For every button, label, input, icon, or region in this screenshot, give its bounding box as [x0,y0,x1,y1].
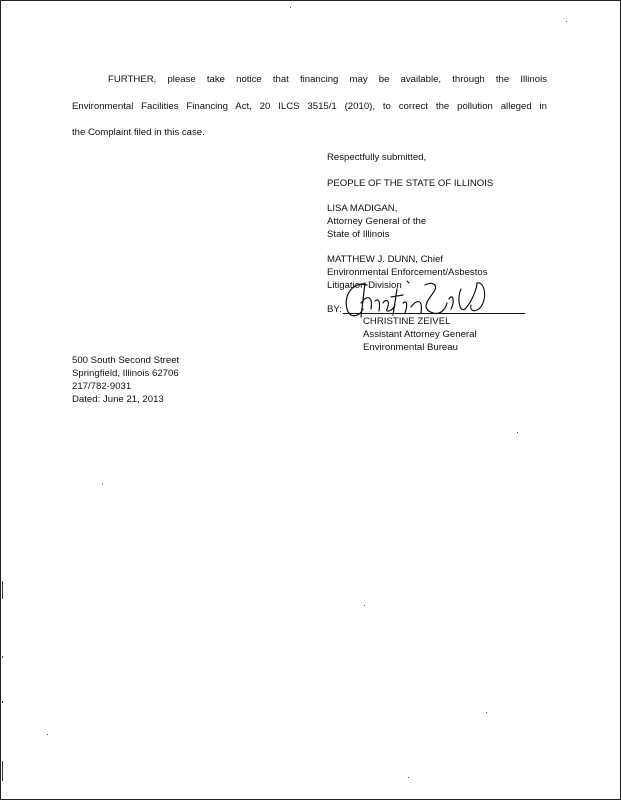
notice-line-2: Environmental Facilities Financing Act, 20 ILCS 3515/1 (2010), to correct the pollution alleged in [72,101,547,112]
scan-speck [290,7,291,8]
address-city: Springfield, Illinois 62706 [72,368,179,379]
respectfully-submitted: Respectfully submitted, [327,152,427,163]
address-street: 500 South Second Street [72,355,180,366]
address-block [72,354,179,406]
address-phone: 217/782-9031 [72,381,132,392]
scan-speck [408,777,409,778]
scan-edge-mark [2,761,3,781]
notice-line-1: FURTHER, please take notice that financing may be available, through the Illinois [108,74,547,85]
scan-edge-mark [2,656,3,658]
scan-edge-mark [2,581,3,599]
scan-speck [566,21,567,22]
signer-bureau: Environmental Bureau [363,342,458,353]
signer-name: CHRISTINE ZEIVEL [363,316,451,327]
signer-title: Assistant Attorney General [363,329,477,340]
scan-speck [47,734,48,735]
scan-speck [486,712,487,713]
chief-title-1: Environmental Enforcement/Asbestos [327,267,488,278]
dated-line: Dated: June 21, 2013 [72,394,164,405]
party-name: PEOPLE OF THE STATE OF ILLINOIS [327,178,494,189]
chief-name: MATTHEW J. DUNN, Chief [327,254,444,265]
signer-block [363,315,477,354]
attorney-general-title-2: State of Illinois [327,229,390,240]
scan-edge-mark [2,701,3,703]
attorney-general-name: LISA MADIGAN, [327,203,398,214]
attorney-general-block [327,202,426,241]
scan-speck [517,432,518,433]
scan-speck [102,483,103,484]
attorney-general-title-1: Attorney General of the [327,216,427,227]
notice-line-3: the Complaint filed in this case. [72,127,205,138]
scan-speck [364,605,365,606]
chief-title-2: Litigation Division [327,280,402,291]
by-label: BY: [327,304,342,315]
